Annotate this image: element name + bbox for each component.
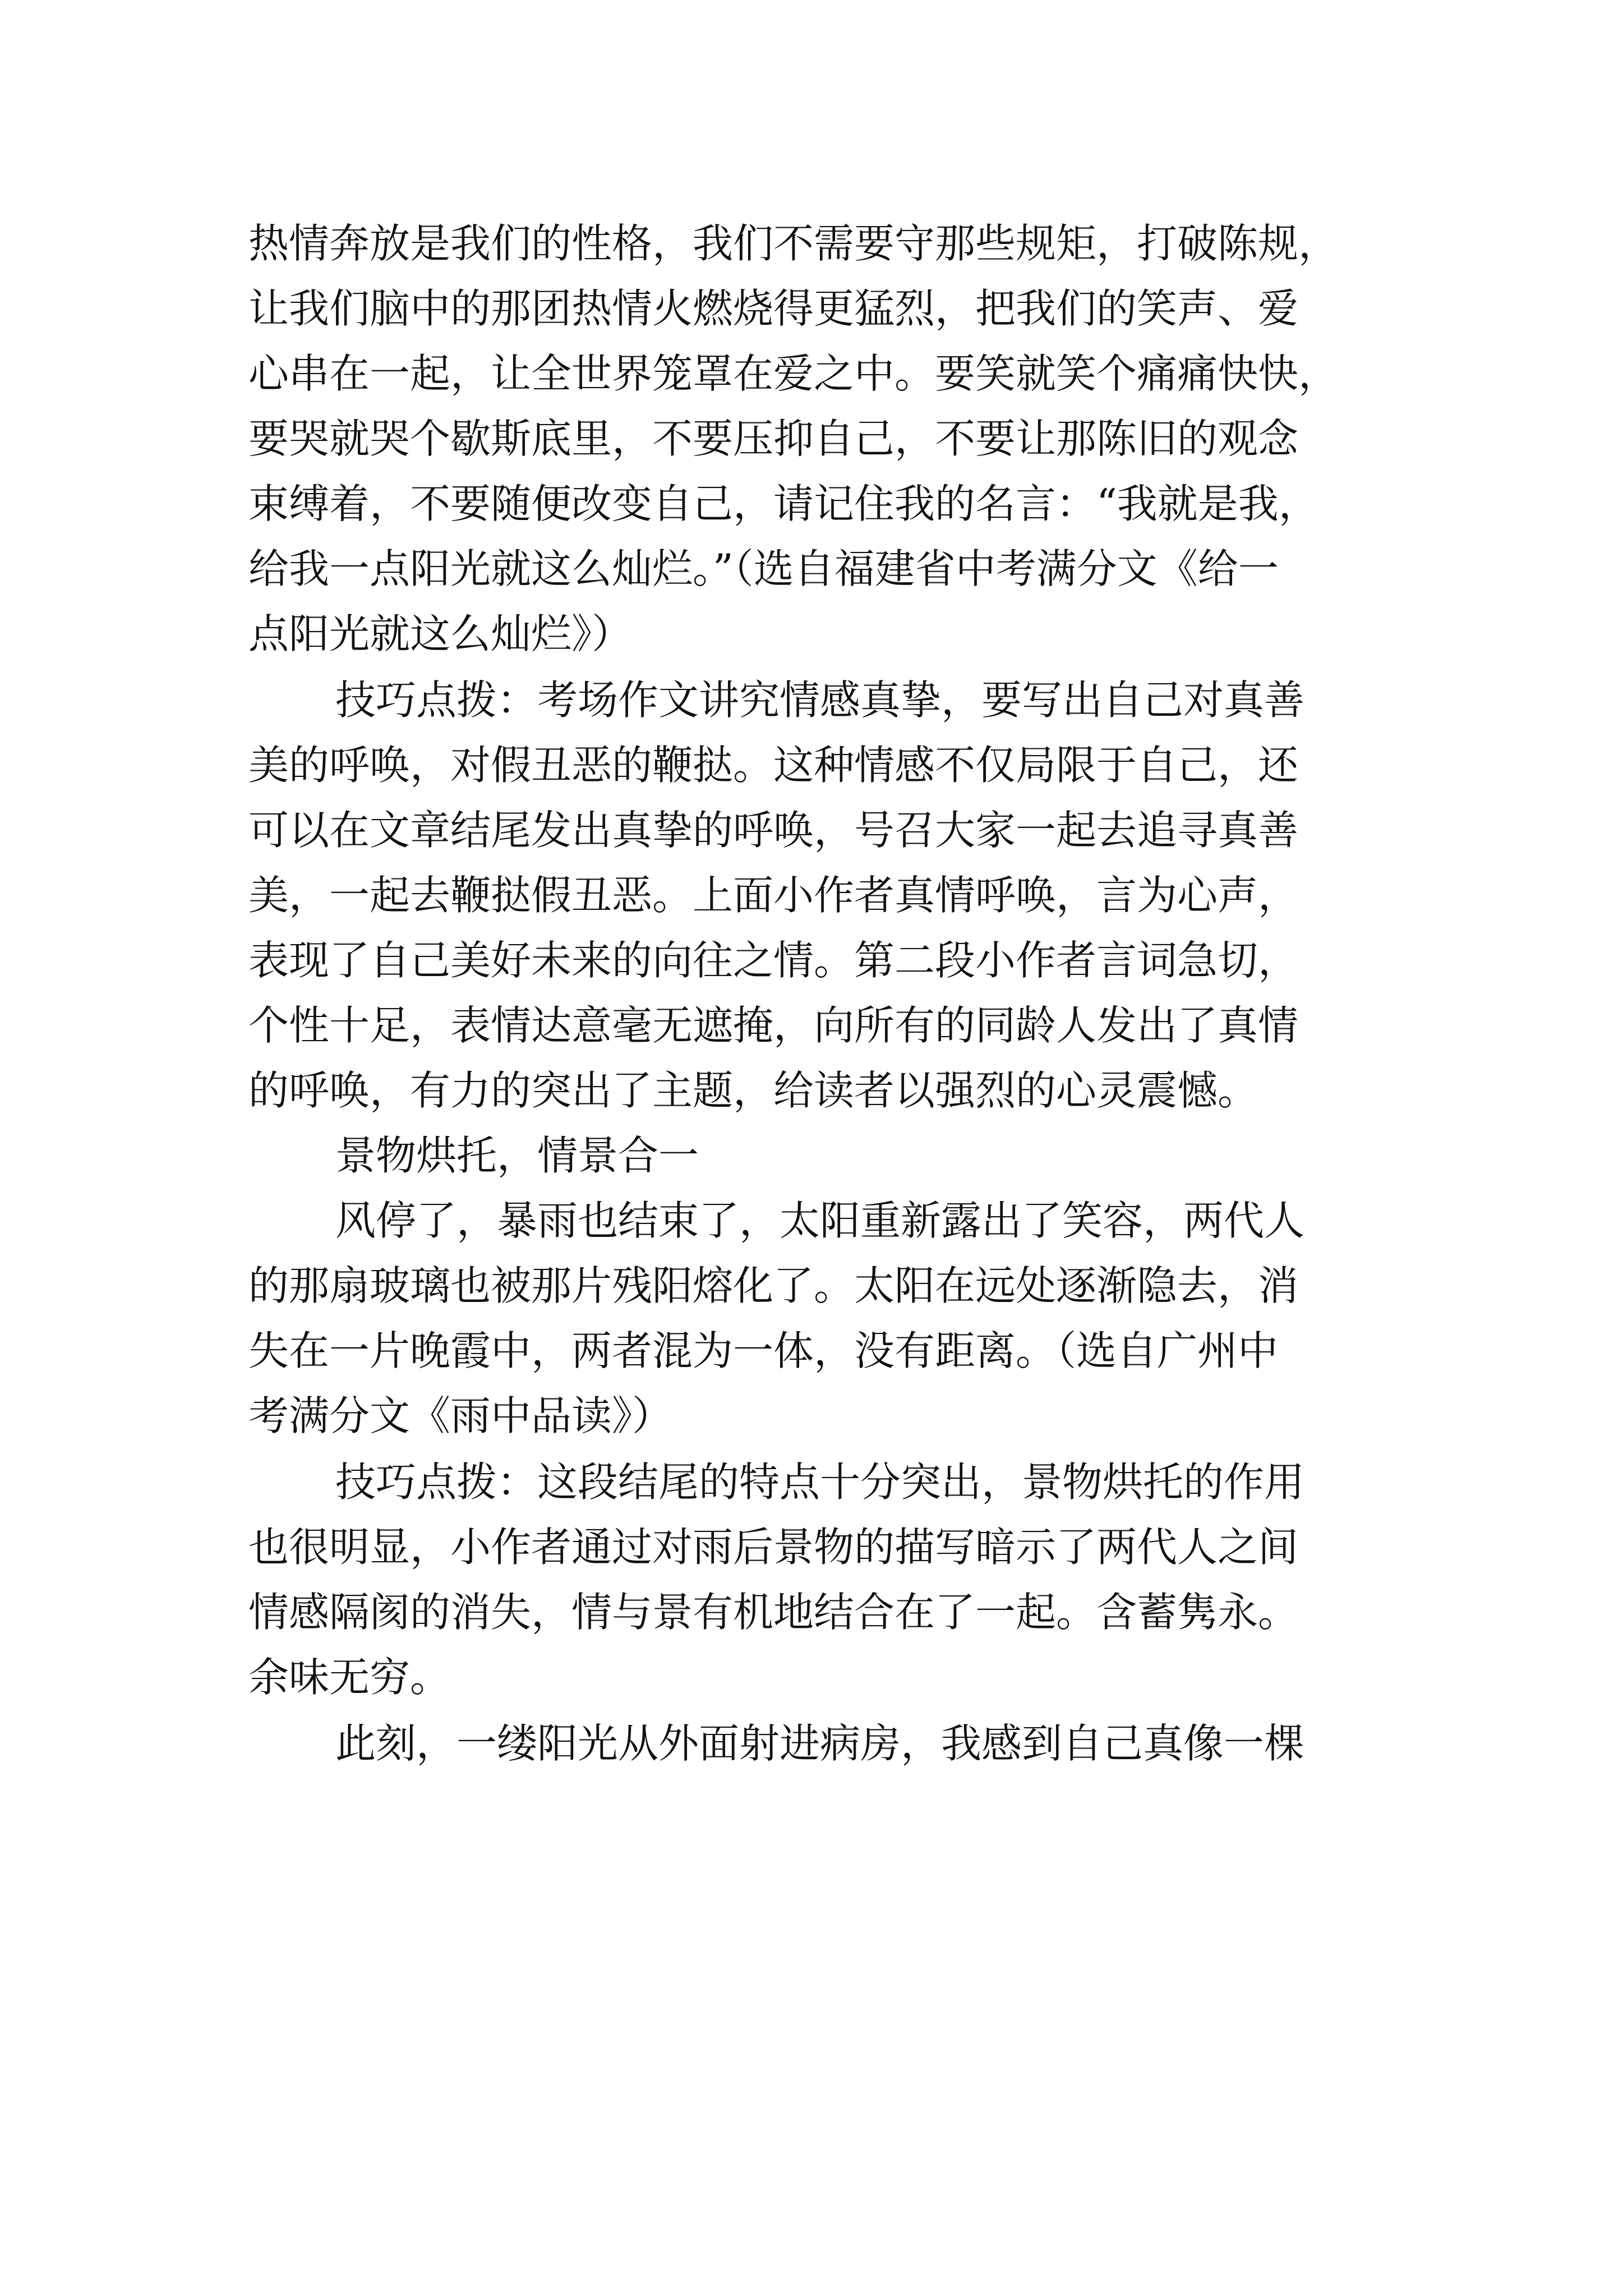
text-line-11: 美，一起去鞭挞假丑恶。上面小作者真情呼唤，言为心声， [248,872,1299,919]
text-line-22: 情感隔阂的消失，情与景有机地结合在了一起。含蓄隽永。 [248,1589,1299,1636]
text-line-13: 个性十足，表情达意毫无遮掩，向所有的同龄人发出了真情 [248,1002,1299,1049]
text-line-6: 给我一点阳光就这么灿烂。”（选自福建省中考满分文《给一 [248,545,1279,592]
text-line-17: 的那扇玻璃也被那片残阳熔化了。太阳在远处逐渐隐去，消 [248,1262,1299,1309]
text-line-1: 热情奔放是我们的性格，我们不需要守那些规矩，打破陈规， [248,220,1339,267]
text-line-10: 可以在文章结尾发出真挚的呼唤，号召大家一起去追寻真善 [248,807,1299,854]
text-line-16: 风停了，暴雨也结束了，太阳重新露出了笑容，两代人 [335,1197,1305,1244]
text-line-21: 也很明显，小作者通过对雨后景物的描写暗示了两代人之间 [248,1524,1299,1571]
text-line-5: 束缚着，不要随便改变自己，请记住我的名言：“我就是我， [248,480,1319,527]
text-line-23: 余味无穷。 [248,1654,451,1701]
text-line-9: 美的呼唤，对假丑恶的鞭挞。这种情感不仅局限于自己，还 [248,742,1299,789]
text-line-19: 考满分文《雨中品读》） [248,1392,673,1439]
text-line-24: 此刻，一缕阳光从外面射进病房，我感到自己真像一棵 [335,1720,1305,1767]
text-line-8: 技巧点拨：考场作文讲究情感真挚，要写出自己对真善 [335,677,1305,724]
text-line-3: 心串在一起，让全世界笼罩在爱之中。要笑就笑个痛痛快快， [248,350,1339,397]
text-line-7: 点阳光就这么灿烂》） [248,610,633,657]
text-line-14: 的呼唤，有力的突出了主题，给读者以强烈的心灵震憾。 [248,1067,1258,1114]
text-line-2: 让我们脑中的那团热情火燃烧得更猛烈，把我们的笑声、爱 [248,285,1299,332]
text-line-4: 要哭就哭个歇斯底里，不要压抑自己，不要让那陈旧的观念 [248,415,1299,462]
section-heading: 景物烘托，情景合一 [335,1132,699,1179]
text-line-18: 失在一片晚霞中，两者混为一体，没有距离。（选自广州中 [248,1327,1279,1374]
text-line-12: 表现了自己美好未来的向往之情。第二段小作者言词急切， [248,937,1299,984]
text-line-20: 技巧点拨：这段结尾的特点十分突出，景物烘托的作用 [335,1458,1305,1506]
